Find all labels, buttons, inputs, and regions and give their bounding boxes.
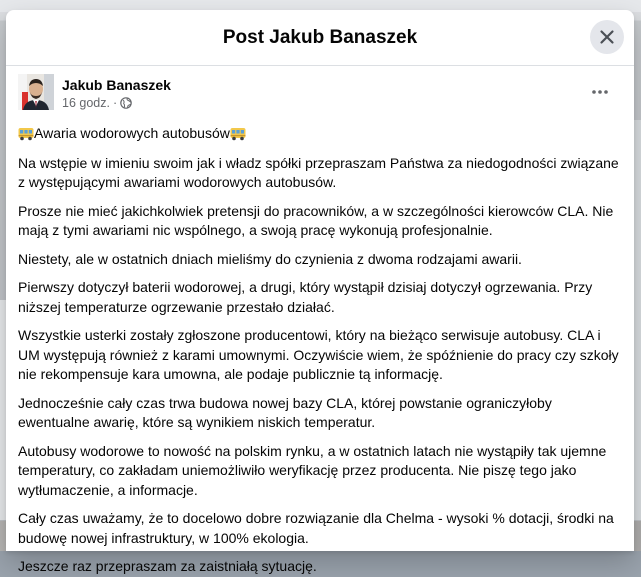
meta-separator: · [112, 96, 118, 110]
author-name[interactable]: Jakub Banaszek [62, 77, 171, 93]
post-paragraph: Jednocześnie cały czas trwa budowa nowej bazy CLA, której powstanie ograniczyłoby ewentualne awarię, które są wynikiem niskich temperatur. [18, 394, 552, 430]
post-paragraph: Pierwszy dotyczył baterii wodorowej, a drugi, który wystąpił dzisiaj dotyczył ogrzewania. Przy niższej temperaturze ogrzewanie przestało działać. [18, 279, 593, 315]
post-header [18, 66, 622, 122]
post-content [18, 124, 622, 577]
author-meta [62, 74, 171, 112]
post-paragraph: Cały czas uważamy, że to docelowo dobre rozwiązanie dla Chelma - wysoki % dotacji, środki na budowę nowej infrastruktury, w 100% ekologia. [18, 510, 614, 546]
dialog-title: Post Jakub Banaszek [222, 26, 418, 48]
close-icon [600, 30, 614, 44]
globe-icon [120, 97, 132, 109]
post-meta [62, 94, 171, 112]
bus-emoji-icon [18, 127, 34, 141]
post-paragraph: Niestety, ale w ostatnich dniach mieliśmy do czynienia z dwoma rodzajami awarii. [18, 250, 522, 267]
post-title: Awaria wodorowych autobusów [34, 125, 230, 141]
post-paragraph: Na wstępie w imieniu swoim jak i władz spółki przepraszam Państwa za niedogodności związane z występującymi awariami wodorowych autobusów. [18, 154, 619, 190]
close-button[interactable] [590, 20, 624, 54]
more-horizontal-icon [591, 89, 609, 95]
post-paragraph: Wszystkie usterki zostały zgłoszone producentowi, który na bieżąco serwisuje autobusy. CLA i UM występują również z karami umownymi. Oczywiście wiem, że spóźnienie do pracy czy szkoły nie rekompensuje kara umowna, ale podaje publicznie tą informację. [18, 327, 619, 382]
dialog-header [6, 10, 634, 66]
post-paragraph: Jeszcze raz przepraszam za zaistniałą sytuację. [18, 558, 317, 574]
post-options-button[interactable] [586, 78, 614, 106]
post-paragraph: Prosze nie mieć jakichkolwiek pretensji do pracowników, a w szczególności kierowców CLA. Nie mają z tymi awariami nic wspólnego, a swoją pracę wykonują profesjonalnie. [18, 202, 614, 238]
avatar[interactable] [18, 74, 54, 110]
post-timestamp[interactable]: 16 godz. [62, 96, 110, 110]
post-paragraph: Autobusy wodorowe to nowość na polskim rynku, a w ostatnich latach nie wystąpiły tak ujemne temperatury, co zakładam uniemożliwiło weryfikację przez producenta. Nie piszę tego jako wytłumaczenie, a informacje. [18, 442, 607, 498]
post-dialog [6, 10, 634, 574]
bus-emoji-icon [230, 127, 246, 141]
dialog-body [6, 66, 634, 577]
author-photo-icon [18, 74, 54, 110]
post-headline [18, 124, 622, 144]
